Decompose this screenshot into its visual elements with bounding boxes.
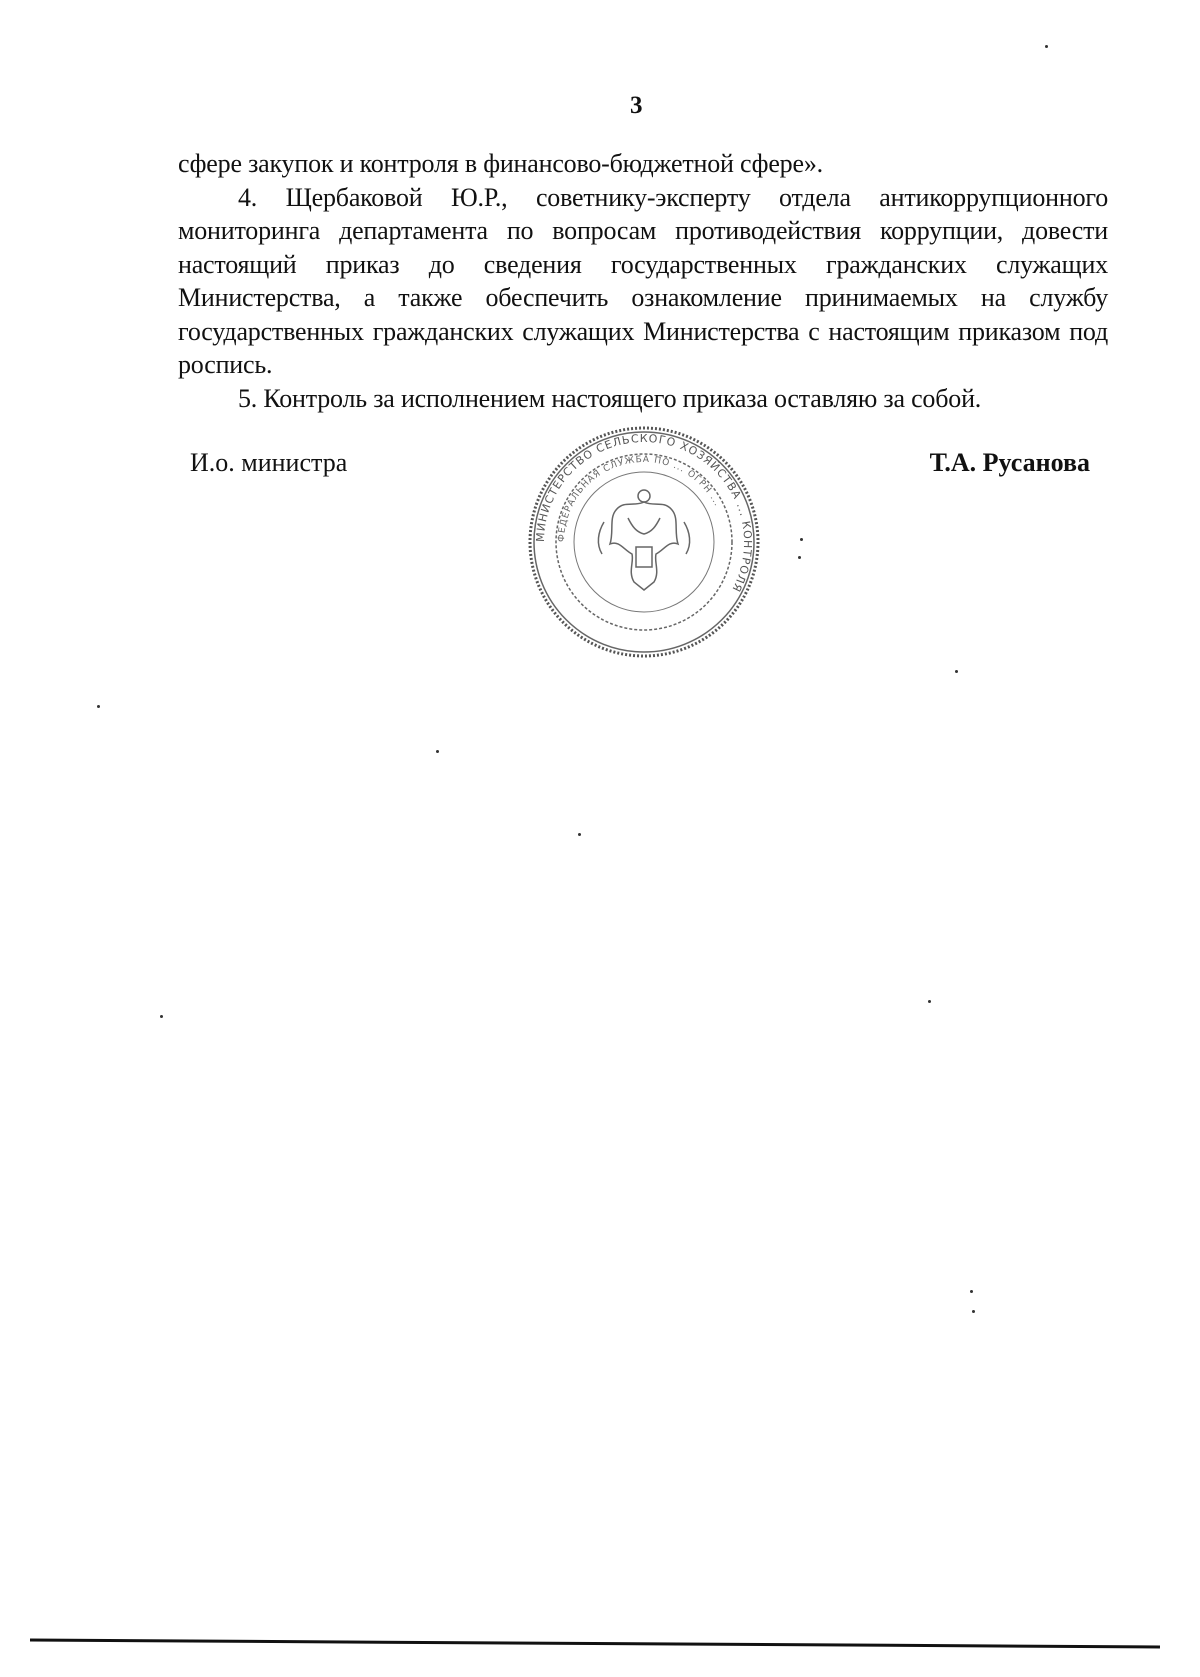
scan-speck [160, 1015, 163, 1018]
scan-speck [800, 538, 803, 541]
scan-speck [798, 556, 801, 559]
scan-speck [97, 705, 100, 708]
paragraph-continuation: сфере закупок и контроля в финансово-бюджетной сфере». [178, 149, 823, 178]
scan-speck [928, 1000, 931, 1003]
scan-speck [970, 1290, 973, 1293]
double-headed-eagle-emblem [598, 490, 689, 590]
paragraph-item-5: 5. Контроль за исполнением настоящего приказа оставляю за собой. [238, 383, 982, 413]
document-body [178, 147, 1108, 415]
scan-speck [1045, 45, 1048, 48]
seal-outer-text: МИНИСТЕРСТВО СЕЛЬСКОГО ХОЗЯЙСТВА ... КОНТРОЛЯ [533, 431, 755, 595]
official-seal-stamp [524, 422, 764, 662]
page-number: 3 [630, 92, 643, 119]
scan-speck [972, 1310, 975, 1313]
paragraph-item-4: 4. Щербаковой Ю.Р., советнику-эксперту отдела антикоррупционного мониторинга департамента по вопросам противодействия коррупции, довести настоящий приказ до сведения государственных гражданских служащих Министерства, а также обеспечить ознакомление принимаемых на службу государственных гражданских служащих Министерства с настоящим приказом под роспись. [178, 182, 1108, 379]
scan-speck [578, 833, 581, 836]
seal-inner-text: ФЕДЕРАЛЬНАЯ СЛУЖБА ПО ... ОГРН ... [556, 454, 723, 543]
signatory-title: И.о. министра [190, 448, 348, 477]
bottom-border-line [30, 1639, 1160, 1649]
scan-speck [436, 750, 439, 753]
signatory-name: Т.А. Русанова [929, 448, 1090, 477]
scan-speck [955, 670, 958, 673]
